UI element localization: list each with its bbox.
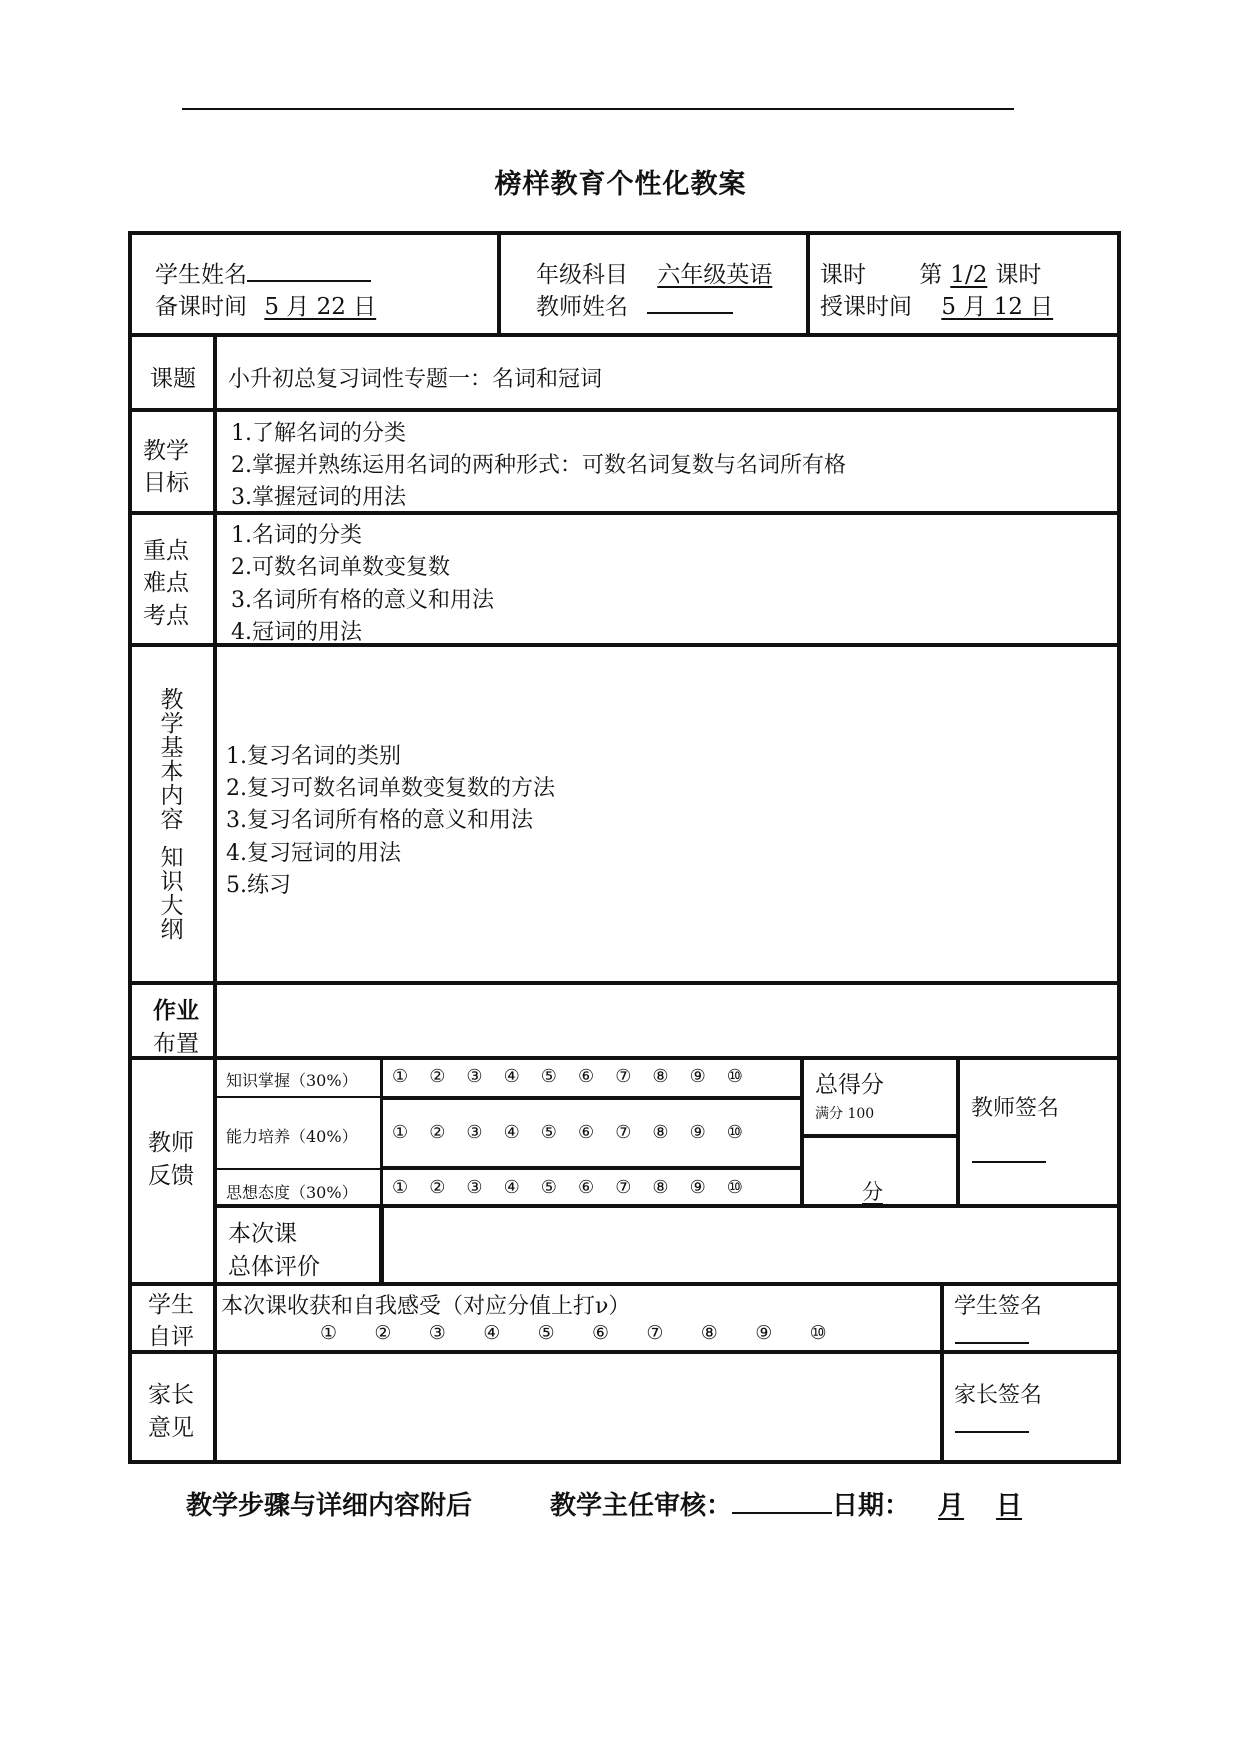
feedback-score-option[interactable]: ③ [466, 1066, 483, 1087]
content-item: 3.复习名词所有格的意义和用法 [226, 808, 533, 833]
grade-subject-value: 六年级英语 [657, 262, 773, 288]
content-label-char: 学 [160, 711, 184, 737]
homework-content-cell[interactable] [213, 981, 1121, 1060]
homework-label-2: 布置 [153, 1031, 199, 1057]
feedback-row-label: 知识掌握（30%） [226, 1071, 358, 1090]
page-title: 榜样教育个性化教案 [494, 169, 747, 200]
content-label-char: 教 [160, 687, 184, 713]
footer-director-label: 教学主任审核： [550, 1491, 733, 1521]
keypoints-label-2: 难点 [143, 570, 189, 596]
feedback-label-2: 反馈 [148, 1163, 194, 1189]
grade-subject-line [536, 256, 782, 289]
selfeval-score-option[interactable]: ⑧ [700, 1322, 718, 1344]
overall-label-2: 总体评价 [228, 1254, 320, 1280]
selfeval-label-1: 学生 [148, 1292, 194, 1318]
feedback-score-option[interactable]: ⑨ [689, 1066, 706, 1087]
topic-label: 课题 [150, 366, 196, 392]
homework-label-1: 作业 [153, 998, 199, 1024]
teacher-name-line [536, 288, 733, 321]
feedback-score-option[interactable]: ⑧ [652, 1177, 669, 1198]
content-label-char: 大 [160, 893, 184, 919]
selfeval-score-option[interactable]: ② [374, 1322, 392, 1344]
teacher-sign-cell [956, 1056, 1121, 1208]
lesson-suffix: 课时 [995, 262, 1042, 288]
content-item: 2.复习可数名词单数变复数的方法 [226, 776, 555, 801]
lesson-value: 1/2 [950, 262, 988, 288]
feedback-score-option[interactable]: ⑩ [726, 1066, 743, 1087]
parent-label-1: 家长 [148, 1382, 194, 1408]
teach-time-line [820, 288, 1053, 321]
student-sign-label: 学生签名 [954, 1294, 1043, 1319]
footer-director-line [550, 1485, 1036, 1522]
feedback-score-option[interactable]: ⑥ [578, 1066, 595, 1087]
selfeval-score-option[interactable]: ⑨ [755, 1322, 773, 1344]
goal-item: 3.掌握冠词的用法 [231, 485, 406, 510]
selfeval-score-option[interactable]: ① [320, 1322, 338, 1344]
teacher-name-field[interactable] [647, 290, 733, 314]
feedback-score-option[interactable]: ⑦ [615, 1177, 632, 1198]
total-score-label: 总得分 [815, 1072, 884, 1098]
feedback-score-option[interactable]: ④ [503, 1177, 520, 1198]
feedback-score-option[interactable]: ② [429, 1066, 446, 1087]
content-label-char: 纲 [160, 917, 184, 943]
student-name-field[interactable] [247, 258, 371, 282]
feedback-score-option[interactable]: ② [429, 1122, 446, 1143]
selfeval-score-option[interactable]: ④ [483, 1322, 501, 1344]
goals-label-2: 目标 [143, 470, 189, 496]
teach-time-value: 5 月 12 日 [941, 294, 1054, 320]
keypoint-item: 3.名词所有格的意义和用法 [231, 588, 494, 613]
parent-content-cell[interactable] [213, 1350, 944, 1464]
feedback-score-option[interactable]: ① [392, 1122, 409, 1143]
content-item: 4.复习冠词的用法 [226, 841, 401, 866]
grade-subject-label: 年级科目 [536, 262, 628, 288]
parent-sign-line[interactable] [955, 1431, 1029, 1433]
feedback-score-option[interactable]: ④ [503, 1066, 520, 1087]
feedback-score-option[interactable]: ③ [466, 1122, 483, 1143]
feedback-score-option[interactable]: ④ [503, 1122, 520, 1143]
content-label-char: 基 [160, 735, 184, 761]
selfeval-score-option[interactable]: ⑩ [809, 1322, 827, 1344]
feedback-score-option[interactable]: ① [392, 1066, 409, 1087]
parent-label-2: 意见 [148, 1415, 194, 1441]
goal-item: 2.掌握并熟练运用名词的两种形式：可数名词复数与名词所有格 [231, 453, 846, 478]
feedback-score-option[interactable]: ⑦ [615, 1066, 632, 1087]
selfeval-prompt: 本次课收获和自我感受（对应分值上打ν） [221, 1294, 631, 1319]
keypoints-label-1: 重点 [143, 538, 189, 564]
content-item: 5.练习 [226, 873, 291, 898]
feedback-score-option[interactable]: ⑤ [540, 1177, 557, 1198]
content-label-char: 识 [160, 869, 184, 895]
selfeval-score-option[interactable]: ⑤ [537, 1322, 555, 1344]
content-label-char: 容 [160, 807, 184, 833]
feedback-score-option[interactable]: ⑥ [578, 1177, 595, 1198]
selfeval-score-option[interactable]: ③ [428, 1322, 446, 1344]
feedback-label-1: 教师 [148, 1130, 194, 1156]
selfeval-score-option[interactable]: ⑦ [646, 1322, 664, 1344]
footer-steps: 教学步骤与详细内容附后 [186, 1491, 473, 1521]
overall-content-cell[interactable] [380, 1204, 1121, 1286]
goals-label-1: 教学 [143, 438, 189, 464]
footer-date-label: 日期： [832, 1491, 911, 1521]
content-label-char: 内 [160, 783, 184, 809]
teacher-sign-label: 教师签名 [971, 1096, 1060, 1121]
selfeval-score-option[interactable]: ⑥ [592, 1322, 610, 1344]
feedback-score-option[interactable]: ⑤ [540, 1122, 557, 1143]
keypoint-item: 2.可数名词单数变复数 [231, 555, 450, 580]
feedback-score-option[interactable]: ⑧ [652, 1122, 669, 1143]
feedback-score-option[interactable]: ③ [466, 1177, 483, 1198]
selfeval-label-2: 自评 [148, 1324, 194, 1350]
feedback-score-option[interactable]: ① [392, 1177, 409, 1198]
feedback-score-option[interactable]: ⑩ [726, 1122, 743, 1143]
feedback-row-label: 思想态度（30%） [226, 1183, 358, 1202]
keypoint-item: 4.冠词的用法 [231, 620, 362, 645]
content-label-char: 本 [160, 759, 184, 785]
score-line [814, 1176, 893, 1206]
feedback-score-option[interactable]: ⑨ [689, 1122, 706, 1143]
content-item: 1.复习名词的类别 [226, 744, 401, 769]
keypoints-label-3: 考点 [143, 603, 189, 629]
teacher-name-label: 教师姓名 [536, 294, 628, 320]
lesson-line [820, 256, 1041, 289]
feedback-score-option[interactable]: ② [429, 1177, 446, 1198]
lesson-prefix: 第 [919, 262, 943, 288]
goal-item: 1.了解名词的分类 [231, 421, 406, 446]
feedback-score-option[interactable]: ⑨ [689, 1177, 706, 1198]
feedback-score-option[interactable]: ⑩ [726, 1177, 743, 1198]
lesson-label: 课时 [820, 262, 866, 288]
full-score-note: 满分 100 [815, 1106, 875, 1122]
director-sign-field[interactable] [732, 1488, 832, 1514]
footer-month: 月 [938, 1491, 965, 1521]
feedback-score-option[interactable]: ⑤ [540, 1066, 557, 1087]
student-name-line [155, 256, 371, 289]
teacher-sign-line[interactable] [972, 1161, 1046, 1163]
score-unit: 分 [862, 1180, 883, 1204]
top-rule [182, 108, 1014, 110]
prep-time-line [155, 288, 376, 321]
feedback-score-option[interactable]: ⑥ [578, 1122, 595, 1143]
content-vertical-label [157, 688, 187, 942]
student-name-label: 学生姓名 [155, 262, 247, 288]
student-sign-line[interactable] [955, 1342, 1029, 1344]
parent-sign-label: 家长签名 [954, 1383, 1043, 1408]
overall-label-1: 本次课 [228, 1221, 297, 1247]
feedback-score-option[interactable]: ⑦ [615, 1122, 632, 1143]
content-label-char: 知 [160, 845, 184, 871]
feedback-row-label: 能力培养（40%） [226, 1127, 358, 1146]
keypoint-item: 1.名词的分类 [231, 523, 362, 548]
footer-day: 日 [996, 1491, 1023, 1521]
feedback-score-option[interactable]: ⑧ [652, 1066, 669, 1087]
prep-time-value: 5 月 22 日 [264, 294, 377, 320]
prep-time-label: 备课时间 [155, 294, 247, 320]
topic-value: 小升初总复习词性专题一：名词和冠词 [228, 367, 603, 392]
teach-time-label: 授课时间 [820, 294, 912, 320]
